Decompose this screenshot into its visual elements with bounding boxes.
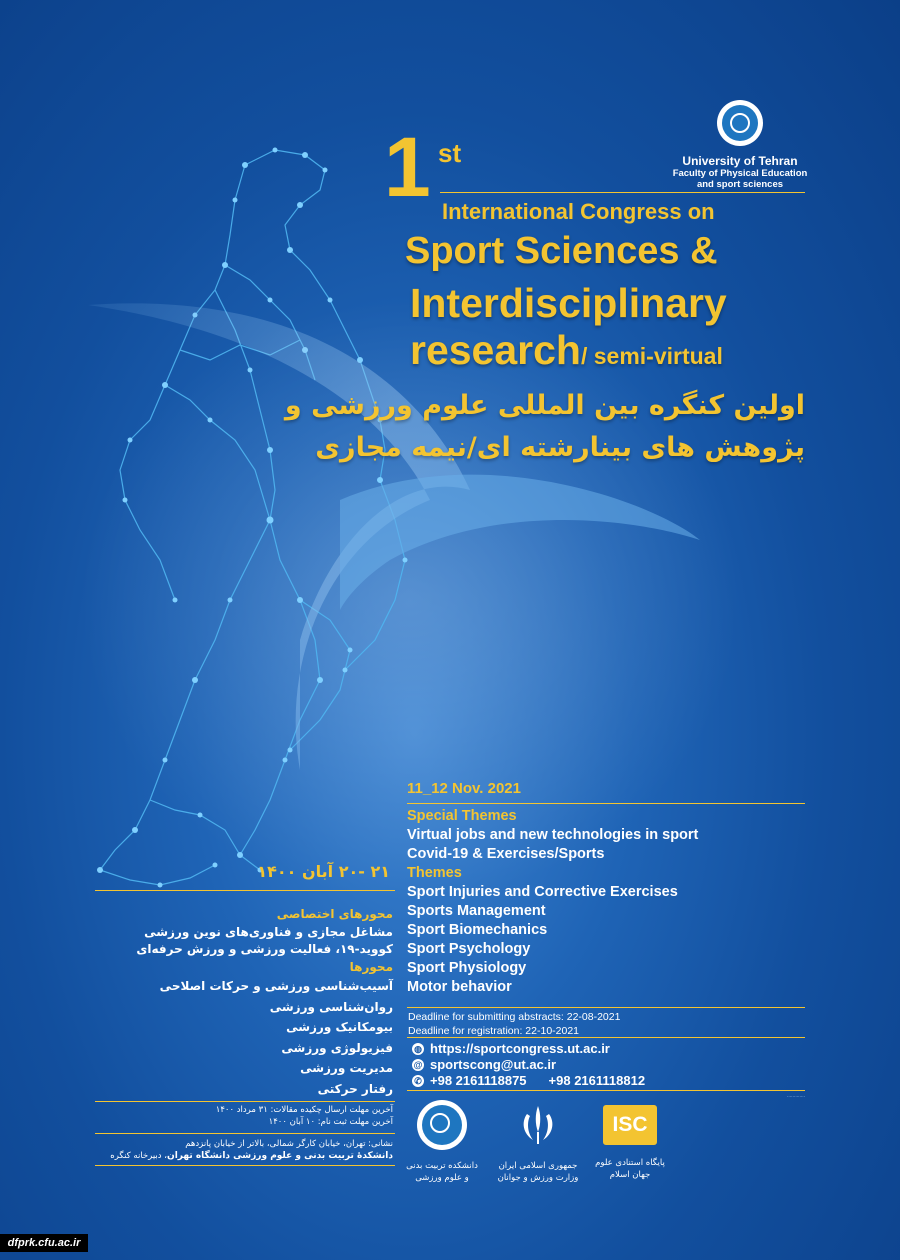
title-line-3-main: research: [410, 327, 581, 373]
ordinal-suffix: st: [438, 138, 462, 168]
persian-address-line-2: [93, 1150, 393, 1162]
university-name: University of Tehran: [682, 154, 798, 168]
faculty-caption-2: و علوم ورزشی: [415, 1173, 469, 1183]
logo-ministry: [488, 1100, 588, 1184]
ministry-caption-1: جمهوری اسلامی ایران: [498, 1161, 578, 1171]
persian-address-line-1: نشانی: تهران، خیابان کارگر شمالی، بالاتر از خیابان پانزدهم: [185, 1139, 393, 1149]
persian-date: ۲۱ -۲۰ آبان ۱۴۰۰: [257, 862, 390, 881]
event-date: 11_12 Nov. 2021: [407, 780, 521, 797]
at-icon: @: [413, 1060, 423, 1070]
iran-emblem-icon: [513, 1100, 563, 1150]
logo-isc: [590, 1100, 670, 1181]
faculty-caption-1: دانشکده تربیت بدنی: [406, 1161, 478, 1171]
phone-1: +98 2161118875: [430, 1073, 527, 1088]
title-semi-virtual: / semi-virtual: [580, 343, 723, 369]
persian-title-line-1: اولین کنگره بین المللی علوم ورزشی و: [284, 390, 805, 421]
website-link[interactable]: https://sportcongress.ut.ac.ir: [430, 1041, 610, 1056]
website-row: [412, 1041, 645, 1057]
phone-2: +98 2161118812: [548, 1073, 646, 1088]
persian-deadlines: [93, 1104, 393, 1128]
isc-caption-2: جهان اسلام: [609, 1170, 651, 1180]
persian-date-rule: [95, 890, 395, 891]
contact-rule: [407, 1090, 805, 1091]
university-block: [640, 100, 840, 190]
watermark: dfprk.cfu.ac.ir: [0, 1234, 88, 1252]
themes-en: [407, 807, 698, 997]
theme-item: Sport Psychology: [407, 941, 531, 957]
persian-deadline-registration: آخرین مهلت ثبت نام: ۱۰ آبان ۱۴۰۰: [268, 1117, 393, 1127]
phone-icon: ✆: [412, 1075, 424, 1087]
persian-theme-item: آسیب‌شناسی ورزشی و حرکات اصلاحی: [159, 979, 393, 993]
theme-item: Sport Physiology: [407, 960, 527, 976]
persian-theme-item: بیومکانیک ورزشی: [286, 1020, 393, 1034]
theme-item: Sports Management: [407, 903, 546, 919]
contact-info: [412, 1041, 645, 1089]
persian-address-faculty: دانشکدهٔ تربیت بدنی و علوم ورزشی دانشگاه تهران: [167, 1151, 393, 1161]
persian-deadline-abstracts: آخرین مهلت ارسال چکیده مقالات: ۳۱ مرداد ۱۴۰۰: [215, 1105, 393, 1115]
globe-icon: ◍: [412, 1043, 424, 1055]
persian-special-item: کووید-۱۹، فعالیت ورزشی و ورزش حرفه‌ای: [136, 942, 393, 956]
title-line-1: Sport Sciences &: [405, 230, 718, 272]
persian-address-rule: [95, 1165, 395, 1166]
email-row: [412, 1057, 645, 1073]
themes-heading: Themes: [407, 865, 462, 881]
persian-address: [93, 1138, 393, 1162]
header-rule: [440, 192, 805, 193]
deadlines-en: [408, 1010, 620, 1038]
title-line-3: [410, 327, 723, 374]
university-seal-icon: [717, 100, 763, 146]
persian-address-rest: ، دبیرخانه کنگره: [110, 1151, 168, 1161]
isc-badge: ISC: [603, 1105, 657, 1145]
persian-title-line-2: پژوهش های بینارشته ای/نیمه مجازی: [315, 432, 805, 463]
tiny-text: .............: [787, 1093, 806, 1099]
persian-theme-item: مدیریت ورزشی: [300, 1061, 393, 1075]
faculty-line-1: Faculty of Physical Education: [672, 168, 808, 179]
deadline-rule-top: [407, 1007, 805, 1008]
persian-special-item: مشاغل مجازی و فناوری‌های نوین ورزشی: [144, 924, 393, 939]
ordinal-number: 1: [384, 120, 431, 214]
persian-deadline-rule-bottom: [95, 1133, 395, 1134]
persian-deadline-rule-top: [95, 1101, 395, 1102]
persian-theme-item: روان‌شناسی ورزشی: [269, 999, 393, 1014]
persian-themes-heading: محورها: [349, 959, 393, 974]
deadline-abstracts: Deadline for submitting abstracts: 22-08-2021: [408, 1011, 621, 1023]
isc-caption-1: پایگاه استنادی علوم: [595, 1158, 665, 1168]
title-line-2: Interdisciplinary: [410, 280, 727, 326]
special-theme-item: Virtual jobs and new technologies in sport: [407, 827, 699, 843]
ministry-caption-2: وزارت ورزش و جوانان: [497, 1173, 579, 1183]
persian-theme-item: رفتار حرکتی: [317, 1081, 393, 1096]
congress-line: International Congress on: [442, 199, 715, 224]
logo-faculty: [400, 1100, 484, 1184]
theme-item: Motor behavior: [407, 979, 512, 995]
faculty-line-2: and sport sciences: [696, 179, 784, 190]
deadline-registration: Deadline for registration: 22-10-2021: [408, 1025, 580, 1037]
persian-themes: [93, 906, 393, 1099]
theme-item: Sport Injuries and Corrective Exercises: [407, 884, 678, 900]
special-themes-heading: Special Themes: [407, 808, 517, 824]
email-link[interactable]: sportscong@ut.ac.ir: [430, 1057, 557, 1072]
persian-special-heading: محورهای اختصاصی: [276, 907, 393, 921]
faculty-seal-icon: [417, 1100, 467, 1150]
phone-row: [412, 1073, 645, 1089]
persian-theme-item: فیزیولوژی ورزشی: [281, 1040, 393, 1055]
date-rule: [407, 803, 805, 804]
special-theme-item: Covid-19 & Exercises/Sports: [407, 846, 605, 862]
theme-item: Sport Biomechanics: [407, 922, 548, 938]
deadline-rule-bottom: [407, 1037, 805, 1038]
